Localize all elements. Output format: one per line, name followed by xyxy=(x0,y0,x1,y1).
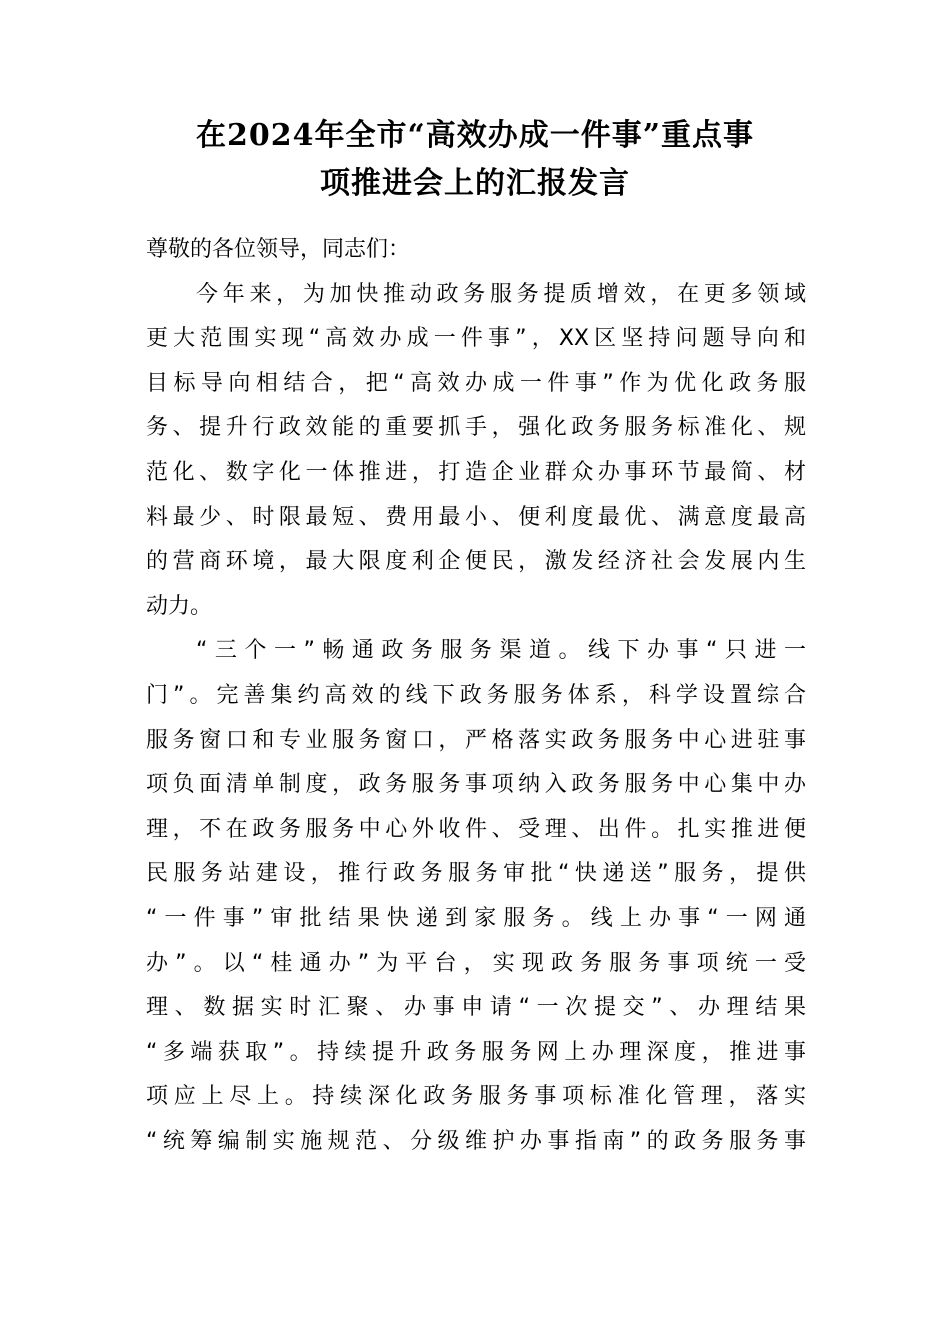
paragraph-line: 理、数据实时汇聚、办事申请“一次提交”、办理结果 xyxy=(146,995,806,1021)
paragraph-line: 门”。完善集约高效的线下政务服务体系，科学设置综合 xyxy=(146,682,806,708)
paragraph-line: 务、提升行政效能的重要抓手，强化政务服务标准化、规 xyxy=(146,415,806,441)
paragraph-line: 理，不在政务服务中心外收件、受理、出件。扎实推进便 xyxy=(146,816,806,842)
document-body xyxy=(146,228,806,1164)
paragraph-line: 今年来，为加快推动政务服务提质增效，在更多领域 xyxy=(196,281,806,307)
paragraph-line: 更大范围实现“高效办成一件事”，XX区坚持问题导向和 xyxy=(146,326,806,352)
title-line-1: 在2024年全市“高效办成一件事”重点事 xyxy=(195,118,754,153)
title-line-2: 项推进会上的汇报发言 xyxy=(320,166,630,201)
paragraph-line: 民服务站建设，推行政务服务审批“快递送”服务，提供 xyxy=(146,861,806,887)
paragraph-line: “三个一”畅通政务服务渠道。线下办事“只进一 xyxy=(196,638,806,664)
paragraph-line: “多端获取”。持续提升政务服务网上办理深度，推进事 xyxy=(146,1039,806,1065)
paragraph-2 xyxy=(146,629,806,1164)
paragraph-line: “统筹编制实施规范、分级维护办事指南”的政务服务事 xyxy=(146,1128,806,1154)
paragraph-line: “一件事”审批结果快递到家服务。线上办事“一网通 xyxy=(146,905,806,931)
paragraph-line: 项应上尽上。持续深化政务服务事项标准化管理，落实 xyxy=(146,1084,806,1110)
paragraph-line: 的营商环境，最大限度利企便民，激发经济社会发展内生 xyxy=(146,549,806,575)
paragraph-line: 目标导向相结合，把“高效办成一件事”作为优化政务服 xyxy=(146,370,806,396)
paragraph-line: 范化、数字化一体推进，打造企业群众办事环节最简、材 xyxy=(146,459,806,485)
paragraph-1 xyxy=(146,273,806,630)
paragraph-line: 服务窗口和专业服务窗口，严格落实政务服务中心进驻事 xyxy=(146,727,806,753)
paragraph-line: 料最少、时限最短、费用最小、便利度最优、满意度最高 xyxy=(146,504,806,530)
paragraph-line: 办”。以“桂通办”为平台，实现政务服务事项统一受 xyxy=(146,950,806,976)
paragraph-line: 动力。 xyxy=(146,593,213,619)
document-title xyxy=(120,112,830,208)
paragraph-line: 项负面清单制度，政务服务事项纳入政务服务中心集中办 xyxy=(146,772,806,798)
salutation: 尊敬的各位领导，同志们： xyxy=(146,237,411,262)
